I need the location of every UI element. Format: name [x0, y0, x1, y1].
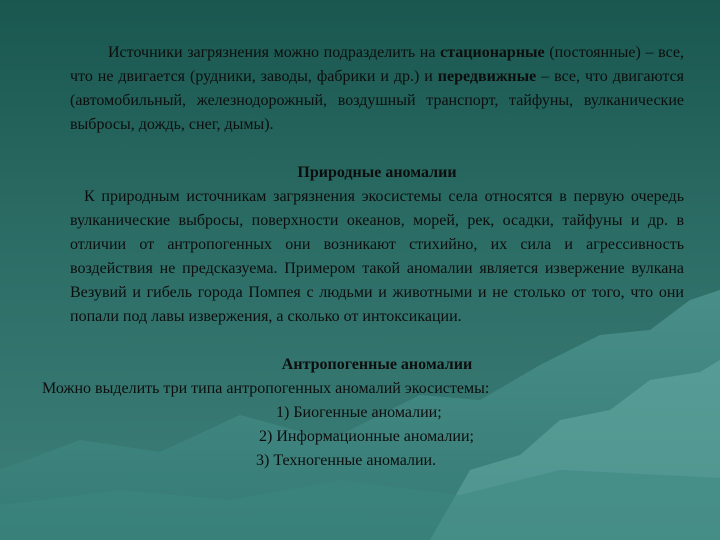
- anomaly-types-intro: Можно выделить три типа антропогенных аномалий экосистемы:: [42, 380, 490, 397]
- list-item: 1) Биогенные аномалии;: [276, 404, 442, 421]
- anthropogenic-anomalies-heading: Антропогенные аномалии: [281, 356, 473, 373]
- list-item: 3) Техногенные аномалии.: [256, 452, 437, 469]
- mobile-term: передвижные: [437, 68, 537, 85]
- mobile-description: – все, что двигаются (автомобильный, железнодорожный, воздушный транспорт, тайфуны, вулканические выбросы, дождь, снег, дымы).: [70, 68, 685, 133]
- stationary-term: стационарные: [440, 44, 545, 61]
- list-item: 2) Информационные аномалии;: [259, 428, 474, 445]
- natural-anomalies-text: К природным источникам загрязнения экосистемы села относятся в первую очередь вулканические выбросы, поверхности океанов, морей, рек, осадки, тайфуны и др. в отличии от антропогенных они возникают стихийно, их сила и агрессивность воздействия не предсказуема. Примером такой аномалии является извержение вулкана Везувий и гибель города Помпея с людьми и животными и не столько от того, что они попали под лавы извержения, а сколько от интоксикации.: [70, 188, 684, 325]
- natural-anomalies-paragraph: [70, 185, 684, 329]
- pollution-sources-paragraph: [70, 41, 684, 137]
- stationary-description: (постоянные) – все, что не двигается (рудники, заводы, фабрики и др.) и: [70, 44, 685, 85]
- natural-anomalies-heading: Природные аномалии: [297, 164, 457, 181]
- sources-intro-text: Источники загрязнения можно подразделить на: [108, 44, 436, 61]
